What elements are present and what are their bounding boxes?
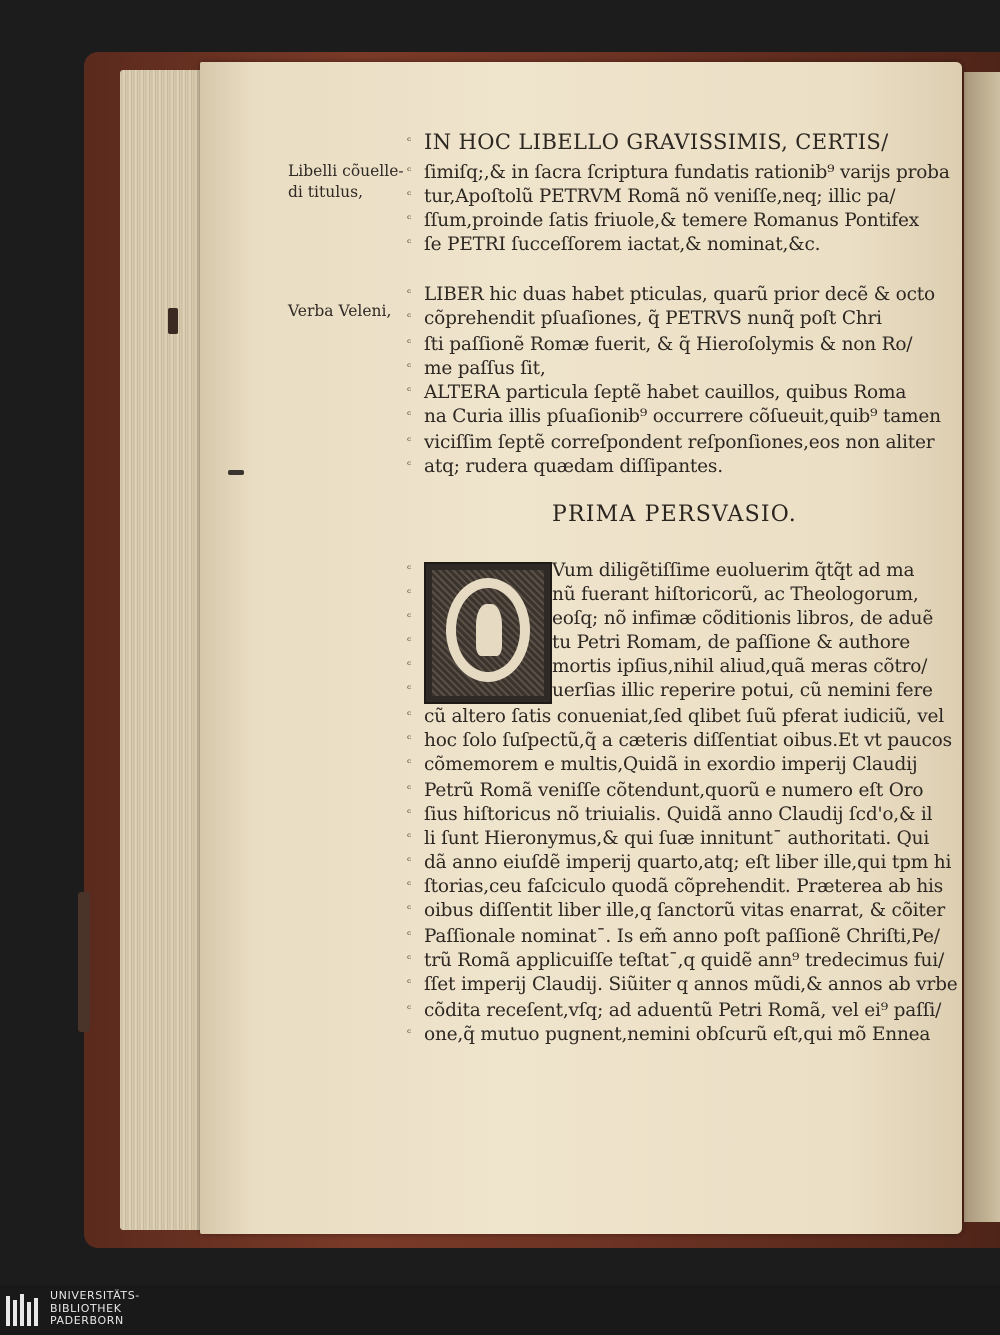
text-line: li ſunt Hieronymus,& qui ſuæ innituntˉ authoritati. Qui bbox=[424, 828, 930, 849]
line-tick: ᶜ bbox=[407, 976, 412, 990]
library-name bbox=[50, 1290, 140, 1328]
library-name-line: UNIVERSITÄTS- bbox=[50, 1289, 140, 1302]
line-tick: ᶜ bbox=[407, 854, 412, 868]
line-tick: ᶜ bbox=[407, 562, 412, 576]
line-tick: ᶜ bbox=[407, 658, 412, 672]
text-line: viciſſim ſeptẽ correſpondent reſponſiones,eos non aliter bbox=[424, 432, 935, 453]
text-line: ſtorias,ceu faſciculo quodã cõprehendit. Præterea ab his bbox=[424, 876, 944, 897]
line-tick: ᶜ bbox=[407, 952, 412, 966]
line-tick: ᶜ bbox=[407, 1002, 412, 1016]
text-line: eoſq; nõ infimæ cõditionis libros, de aduẽ bbox=[552, 608, 934, 629]
ink-mark bbox=[228, 470, 244, 475]
line-tick: ᶜ bbox=[407, 212, 412, 226]
text-line: one,q̃ mutuo pugnent,nemini obſcurũ eſt,qui mõ Ennea bbox=[424, 1024, 931, 1045]
line-tick: ᶜ bbox=[407, 310, 412, 324]
clasp-fragment bbox=[168, 308, 178, 334]
line-tick: ᶜ bbox=[407, 902, 412, 916]
line-tick: ᶜ bbox=[407, 164, 412, 178]
line-tick: ᶜ bbox=[407, 236, 412, 250]
line-tick: ᶜ bbox=[407, 708, 412, 722]
text-line: cũ altero ſatis conueniat,ſed qlibet ſuũ pferat iudiciũ, vel bbox=[424, 706, 944, 727]
line-tick: ᶜ bbox=[407, 188, 412, 202]
margin-note-title-2: di titulus, bbox=[288, 183, 364, 201]
vase-ornament-icon bbox=[476, 604, 502, 656]
library-logo-icon bbox=[4, 1290, 44, 1330]
line-tick: ᶜ bbox=[407, 384, 412, 398]
line-tick: ᶜ bbox=[407, 732, 412, 746]
line-tick: ᶜ bbox=[407, 634, 412, 648]
section-heading: PRIMA PERSVASIO. bbox=[552, 502, 797, 527]
line-tick: ᶜ bbox=[407, 806, 412, 820]
text-line: ſius hiſtoricus nõ triuialis. Quidã anno Claudij ſcd'o,& il bbox=[424, 804, 933, 825]
text-line: oibus diſſentit liber ille,q ſanctorũ vitas enarrat, & cõiter bbox=[424, 900, 945, 921]
text-line: tu Petri Romam, de paſſione & authore bbox=[552, 632, 911, 653]
line-tick: ᶜ bbox=[407, 586, 412, 600]
clasp-strap bbox=[78, 892, 90, 1032]
line-tick: ᶜ bbox=[407, 1026, 412, 1040]
line-tick: ᶜ bbox=[407, 878, 412, 892]
text-line: ſſet imperij Claudij. Siũiter q annos mũdi,& annos ab vrbe bbox=[424, 974, 958, 995]
text-line: uerſias illic reperire potui, cũ nemini fere bbox=[552, 680, 933, 701]
text-line: Vum diligẽtiſſime euoluerim q̃tq̃t ad ma bbox=[552, 560, 915, 581]
text-line: ALTERA particula ſeptẽ habet cauillos, quibus Roma bbox=[424, 382, 907, 403]
text-line: ſti paſſionẽ Romæ fuerit, & q̃ Hieroſolymis & non Ro/ bbox=[424, 334, 913, 355]
text-line: dã anno eiuſdẽ imperij quarto,atq; eſt liber ille,qui tpm hi bbox=[424, 852, 952, 873]
line-tick: ᶜ bbox=[407, 756, 412, 770]
line-tick: ᶜ bbox=[407, 458, 412, 472]
line-tick: ᶜ bbox=[407, 928, 412, 942]
line-tick: ᶜ bbox=[407, 830, 412, 844]
library-name-line: BIBLIOTHEK bbox=[50, 1301, 122, 1315]
text-line: na Curia illis pſuaſionib⁹ occurrere cõſueuit,quib⁹ tamen bbox=[424, 406, 941, 427]
margin-note-title-1: Libelli cõuelle- bbox=[288, 162, 404, 180]
text-line: cõmemorem e multis,Quidã in exordio imperij Claudij bbox=[424, 754, 918, 775]
line-tick: ᶜ bbox=[407, 682, 412, 696]
text-line: Petrũ Romã veniſſe cõtendunt,quorũ e numero eſt Oro bbox=[424, 780, 924, 801]
text-line: mortis ipſius,nihil aliud,quã meras cõtro/ bbox=[552, 656, 928, 677]
text-line: cõdita receſent,vſq; ad aduentũ Petri Romã, vel ei⁹ paſſi/ bbox=[424, 1000, 942, 1021]
text-line: IN HOC LIBELLO GRAVISSIMIS, CERTIS/ bbox=[424, 130, 889, 154]
line-tick: ᶜ bbox=[407, 134, 412, 148]
line-tick: ᶜ bbox=[407, 434, 412, 448]
line-tick: ᶜ bbox=[407, 610, 412, 624]
text-line: ſſum,proinde ſatis friuole,& temere Romanus Pontifex bbox=[424, 210, 920, 231]
text-line: trũ Romã applicuiſſe teſtatˉ,q quidẽ ann⁹ tredecimus fui/ bbox=[424, 950, 944, 971]
text-line: atq; rudera quædam diſſipantes. bbox=[424, 456, 723, 477]
text-line: cõprehendit pſuaſiones, q̃ PETRVS nunq̃ poſt Chri bbox=[424, 308, 882, 329]
line-tick: ᶜ bbox=[407, 360, 412, 374]
line-tick: ᶜ bbox=[407, 286, 412, 300]
text-line: nũ fuerant hiſtoricorũ, ac Theologorum, bbox=[552, 584, 919, 605]
text-line: Paſſionale nominatˉ. Is em̃ anno poſt paſſionẽ Chriſti,Pe/ bbox=[424, 926, 940, 947]
line-tick: ᶜ bbox=[407, 408, 412, 422]
text-line: LIBER hic duas habet pticulas, quarũ prior decẽ & octo bbox=[424, 284, 935, 305]
text-line: me paſſus ſit, bbox=[424, 358, 546, 379]
library-name-line: PADERBORN bbox=[50, 1314, 124, 1327]
text-line: ſe PETRI ſucceſſorem iactat,& nominat,&c. bbox=[424, 234, 821, 255]
library-footer bbox=[0, 1285, 1000, 1335]
facing-page-edge bbox=[964, 72, 1000, 1222]
text-line: hoc ſolo ſuſpectũ,q̃ a cæteris diſſentiat oibus.Et vt paucos bbox=[424, 730, 952, 751]
text-line: ſimiſq;,& in ſacra ſcriptura fundatis rationib⁹ varijs proba bbox=[424, 162, 950, 183]
line-tick: ᶜ bbox=[407, 782, 412, 796]
decorated-initial bbox=[424, 562, 552, 704]
text-line: tur,Apoſtolũ PETRVM Romã nõ veniſſe,neq; illic pa/ bbox=[424, 186, 896, 207]
line-tick: ᶜ bbox=[407, 336, 412, 350]
margin-note-veleni: Verba Veleni, bbox=[288, 302, 392, 320]
